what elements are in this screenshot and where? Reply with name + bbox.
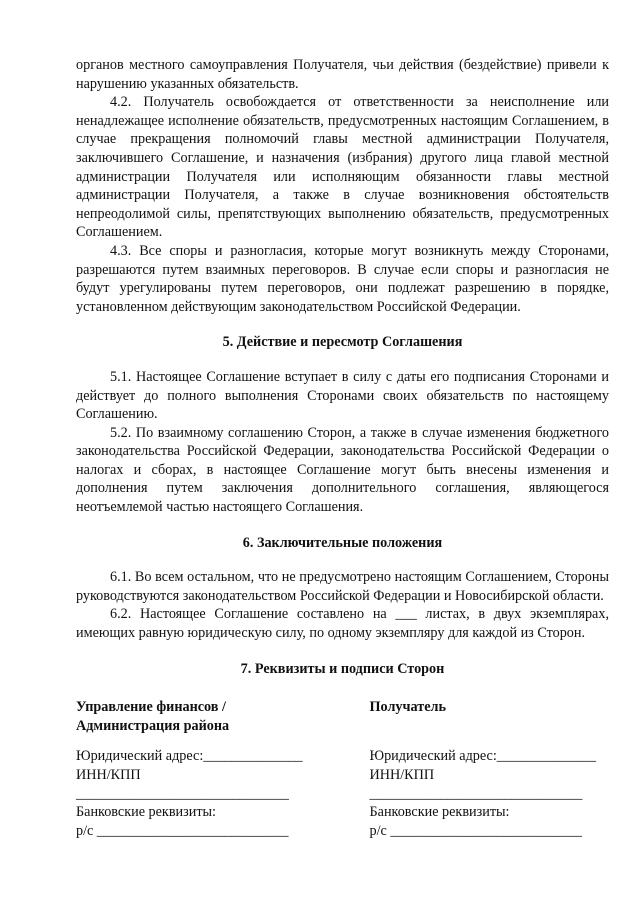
requisites-right xyxy=(370,698,610,840)
paragraph-4-3: 4.3. Все споры и разногласия, которые могут возникнуть между Сторонами, разрешаются путем взаимных переговоров. В случае если споры и разногласия не будут урегулированы путем переговоров, они подлежат разрешению в порядке, установленном действующим законодательством Российской Федерации. xyxy=(76,242,609,315)
paragraph-6-1: 6.1. Во всем остальном, что не предусмотрено настоящим Соглашением, Стороны руководствуются законодательством Российской Федерации и Новосибирской области. xyxy=(76,569,609,604)
paragraph-5-1: 5.1. Настоящее Соглашение вступает в силу с даты его подписания Сторонами и действует до полного выполнения Сторонами своих обязательств по настоящему Соглашению. xyxy=(76,368,609,423)
right-blank-line: ______________________________ xyxy=(369,785,583,802)
section-6-title: 6. Заключительные положения xyxy=(242,534,443,551)
paragraph-5-2: 5.2. По взаимному соглашению Сторон, а также в случае изменения бюджетного законодательства Российской Федерации, законодательства Российской Федерации о налогах и сборах, в настоящее Соглашение могут быть внесены изменения и дополнения путем заключения дополнительного соглашения, являющегося неотъемлемой частью настоящего Соглашения. xyxy=(76,424,609,516)
spacer xyxy=(76,735,316,747)
section-7-title: 7. Реквизиты и подписи Сторон xyxy=(240,660,445,677)
right-inn-kpp: ИНН/КПП xyxy=(369,767,435,783)
paragraph-4-1-continuation: органов местного самоуправления Получателя, чьи действия (бездействие) привели к нарушению указанных обязательств. xyxy=(76,57,609,92)
spacer xyxy=(370,735,610,747)
right-account: р/с ___________________________ xyxy=(369,822,582,839)
paragraph-6-2: 6.2. Настоящее Соглашение составлено на ___ листах, в двух экземплярах, имеющих равную юридическую силу, по одному экземпляру для каждой из Сторон. xyxy=(76,606,609,642)
right-head-line-1: Получатель xyxy=(369,699,446,716)
right-head-empty xyxy=(370,717,610,736)
right-legal-address: Юридический адрес:______________ xyxy=(369,748,597,765)
requisites-columns xyxy=(76,698,609,840)
left-inn-kpp: ИНН/КПП xyxy=(76,767,141,783)
section-5-title: 5. Действие и пересмотр Соглашения xyxy=(222,334,463,351)
left-bank-details: Банковские реквизиты: xyxy=(76,804,216,821)
left-head-line-2: Администрация района xyxy=(76,717,230,734)
requisites-left xyxy=(76,698,316,840)
left-head-line-1: Управление финансов / xyxy=(76,699,226,716)
left-legal-address: Юридический адрес:______________ xyxy=(76,748,303,765)
left-blank-line: ______________________________ xyxy=(76,785,289,802)
left-account: р/с ___________________________ xyxy=(76,822,289,839)
right-bank-details: Банковские реквизиты: xyxy=(369,804,510,821)
paragraph-4-2: 4.2. Получатель освобождается от ответственности за неисполнение или ненадлежащее исполнение обязательств, предусмотренных настоящим Соглашением, в случае прекращения полномочий главы местной администрации Получателя, заключившего Соглашение, и назначения (избрания) другого лица главой местной администрации Получателя или исполняющим обязанности главы местной администрации Получателя, а также в случае возникновения обстоятельств непреодолимой силы, препятствующих выполнению обязательств, предусмотренных Соглашением. xyxy=(76,94,609,241)
document-page xyxy=(76,56,609,840)
